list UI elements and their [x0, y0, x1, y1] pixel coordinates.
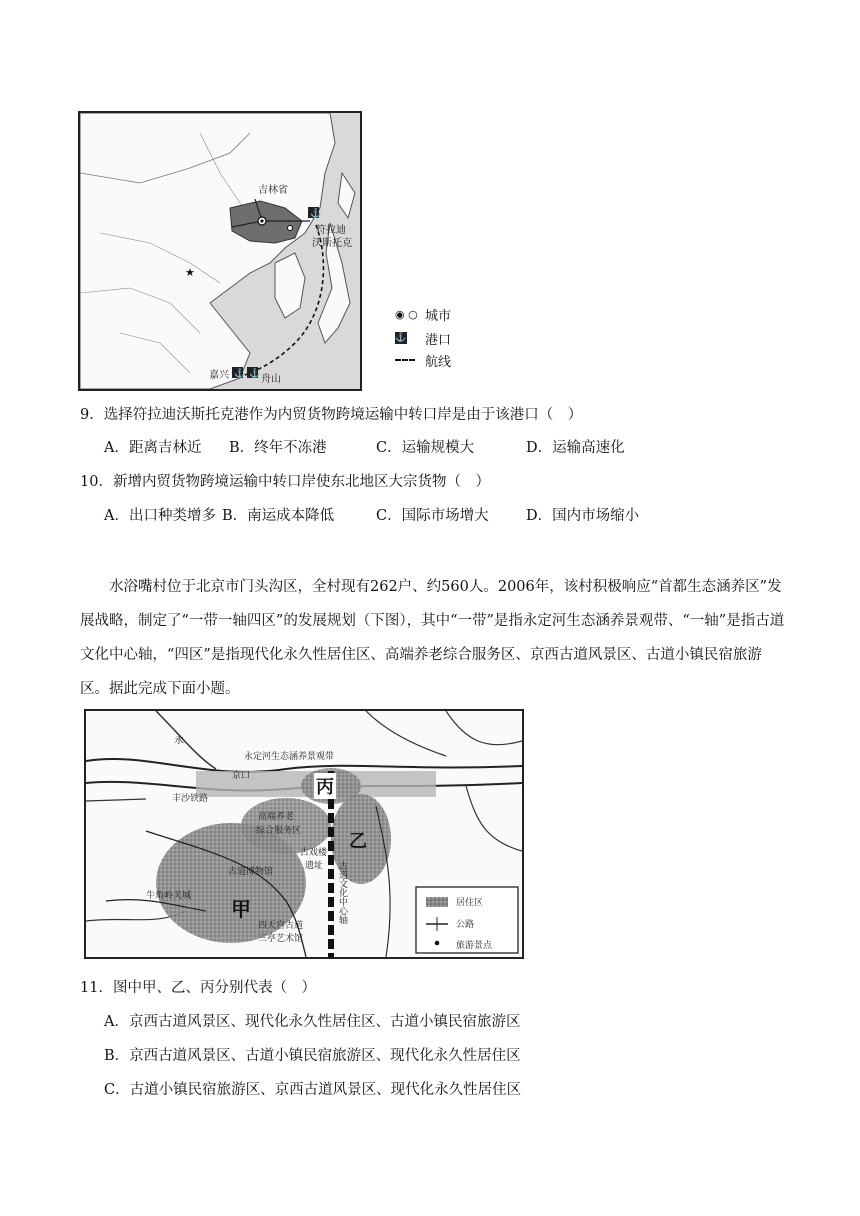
q9-option-c[interactable]: C．运输规模大: [376, 440, 475, 456]
niujiao-pass-label: 牛角岭关城: [146, 891, 192, 901]
gukou-label: 京口: [232, 771, 251, 781]
legend-scenic-label: 旅游景点: [456, 941, 493, 951]
question-10-stem: 10．新增内贸货物跨境运输中转口岸使东北地区大宗货物（ ）: [80, 474, 490, 490]
q11-option-b[interactable]: B．京西古道风景区、古道小镇民宿旅游区、现代化永久性居住区: [104, 1048, 521, 1064]
village-plan-map: [84, 709, 524, 959]
legend-item-port: ⚓ 港口: [395, 332, 452, 348]
central-axis-label: 古道文化中心轴: [337, 861, 347, 924]
art-hall-label-2: 三亭艺术馆: [258, 934, 304, 944]
q10-option-c[interactable]: C．国际市场增大: [376, 508, 489, 524]
passage-text: 水浴嘴村位于北京市门头沟区，全村现有262户、约560人。2006年，该村积极响应“首都生态涵养区”发展战略，制定了“一带一轴四区”的发展规划（下图），其中“一带”是指永定河生态涵养景观带、“一轴”是指古道文化中心轴，“四区”是指现代化永久性居住区、高端养老综合服务区、京西古道风景区、古道小镇民宿旅游区。据此完成下面小题。: [80, 579, 785, 697]
q10-option-b[interactable]: B．南运成本降低: [222, 508, 335, 524]
elderly-zone-label-2: 综合服务区: [256, 826, 302, 836]
river-char-label: 永: [174, 735, 184, 746]
q9-option-a[interactable]: A．距离吉林近: [104, 440, 202, 456]
q10-option-a[interactable]: A．出口种类增多: [104, 508, 216, 524]
q9-option-d[interactable]: D．运输高速化: [526, 440, 625, 456]
art-hall-label-1: 四天宫古道: [258, 921, 304, 931]
northeast-asia-map: [78, 111, 362, 391]
elderly-zone-label-1: 高端养老: [258, 812, 295, 822]
question-11-stem: 11．图中甲、乙、丙分别代表（ ）: [80, 980, 316, 996]
q11-option-a[interactable]: A．京西古道风景区、现代化永久性居住区、古道小镇民宿旅游区: [104, 1014, 521, 1030]
svg-text:⚓: ⚓: [310, 209, 322, 219]
q9-option-b[interactable]: B．终年不冻港: [229, 440, 327, 456]
q10-option-d[interactable]: D．国内市场缩小: [526, 508, 640, 524]
railway-label: 丰沙铁路: [172, 794, 209, 804]
q11-option-c[interactable]: C．古道小镇民宿旅游区、京西古道风景区、现代化永久性居住区: [104, 1082, 522, 1098]
svg-text:★: ★: [185, 266, 195, 279]
port-label-vladivostok-1: 符拉迪: [316, 225, 346, 236]
zone-jia-label: 甲: [231, 897, 251, 921]
route-line-icon: [395, 359, 415, 361]
opera-ruins-label-1: 古戏楼: [300, 848, 328, 858]
question-9-stem: 9．选择符拉迪沃斯托克港作为内贸货物跨境运输中转口岸是由于该港口（ ）: [80, 407, 583, 423]
legend-residential-label: 居住区: [456, 898, 484, 908]
legend-item-route: 航线: [395, 349, 451, 371]
map1-legend: [395, 303, 451, 371]
port-icon: ⚓: [395, 333, 407, 343]
zone-yi-label: 乙: [349, 831, 367, 852]
city-icon: ◉ ○: [395, 307, 418, 321]
svg-text:⚓: ⚓: [249, 369, 261, 379]
zhoushan-label: 舟山: [261, 374, 281, 385]
port-label-vladivostok-2: 沃斯托克: [312, 238, 352, 249]
jilin-label: 吉林省: [258, 185, 288, 196]
legend-item-city: ◉ ○ 城市: [395, 307, 452, 324]
river-belt-label: 永定河生态涵养景观带: [244, 752, 335, 762]
zone-bing-label: 丙: [314, 773, 336, 799]
map1-graphic: [80, 113, 360, 389]
opera-ruins-label-2: 遗址: [305, 861, 324, 871]
jiaxing-label: 嘉兴: [209, 370, 229, 381]
legend-road-label: 公路: [456, 920, 475, 930]
museum-label: 古道博物馆: [228, 867, 274, 877]
svg-text:⚓: ⚓: [234, 369, 246, 379]
